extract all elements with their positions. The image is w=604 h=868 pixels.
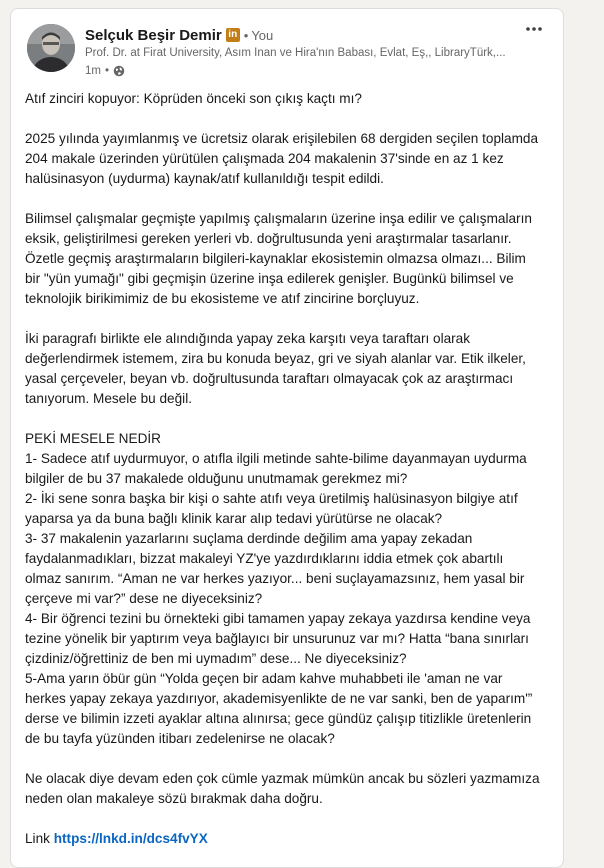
relation-label: You	[251, 27, 274, 43]
paragraph-line: bilgiler de bu 37 makalede olduğunu unutmamak gerekmez mi?	[25, 471, 408, 486]
avatar[interactable]	[27, 24, 75, 72]
paragraph-line: Ne olacak diye devam eden çok cümle yazmak mümkün ancak bu sözleri yazmamıza	[25, 771, 540, 786]
paragraph-line: 4- Bir öğrenci tezini bu örnekteki gibi tamamen yapay zekaya yazdırsa kendine veya	[25, 611, 531, 626]
post-time: 1m	[85, 65, 101, 77]
link-label: Link	[25, 831, 50, 846]
author-name[interactable]: Selçuk Beşir Demir	[85, 26, 222, 44]
post-header	[27, 21, 547, 75]
post-link[interactable]: https://lnkd.in/dcs4fvYX	[53, 831, 208, 846]
paragraph-line: de bu tayfa yüzünden itibarı zedelenirse ne olacak?	[25, 731, 335, 746]
paragraph-line: 2025 yılında yayımlanmış ve ücretsiz olarak erişilebilen 68 dergiden seçilen toplamda	[25, 131, 539, 146]
avatar-photo	[27, 24, 75, 72]
section-heading: PEKİ MESELE NEDİR	[25, 431, 161, 446]
globe-icon	[113, 65, 125, 77]
paragraph-line: derse ve bilimin izzeti ayaklar altına alınırsa; gece gündüz çalışıp titizlikle üretenlerin	[25, 711, 532, 726]
post-body	[25, 89, 555, 849]
ellipsis-icon	[525, 26, 543, 32]
paragraph-line: tezine yönelik bir yaptırım veya bağlayıcı bir unsurunuz var mı? Hatta “bana sınırları	[25, 631, 529, 646]
paragraph-line: neden olan makaleye sözü bırakmak daha doğru.	[25, 791, 323, 806]
paragraph-line: Özetle geçmiş araştırmaların bilgileri-kaynaklar ekosistemin olmazsa olmazı... Bilim	[25, 251, 526, 266]
paragraph-line: 5-Ama yarın öbür gün “Yolda geçen bir adam kahve muhabbeti ile 'aman ne var	[25, 671, 503, 686]
paragraph-line: çerçeve mi var?” dese ne diyeceksiniz?	[25, 591, 263, 606]
paragraph-line: çizdiniz/öğrettiniz de ben mi uymadım” dese... Ne diyeceksiniz?	[25, 651, 407, 666]
meta-separator: •	[104, 65, 110, 77]
paragraph-line: 3- 37 makalenin yazarlarını suçlama derdinde değilim ama yapay zekadan	[25, 531, 473, 546]
paragraph-line: teknolojik birikimimiz de bu ekosisteme ve atıf zincirine borçluyuz.	[25, 291, 420, 306]
post-meta	[85, 65, 125, 77]
link-line	[25, 829, 555, 849]
paragraph-line: eksik, geliştirilmesi gereken yerleri vb. doğrultusunda yeni araştırmalar tasarlanır.	[25, 231, 512, 246]
relation-separator: •	[243, 27, 249, 43]
paragraph-line: olmaz sanırım. “Aman ne var herkes yazıyor... beni suçlayamazsınız, hem yasal bir	[25, 571, 525, 586]
post-title-line: Atıf zinciri kopuyor: Köprüden önceki son çıkış kaçtı mı?	[25, 91, 362, 106]
paragraph-line: İki paragrafı birlikte ele alındığında yapay zeka karşıtı veya taraftarı olarak	[25, 331, 471, 346]
paragraph-line: 2- İki sene sonra başka bir kişi o sahte atıfı veya üretilmiş halüsinasyon bilgiye atıf	[25, 491, 518, 506]
linkedin-premium-icon: in	[226, 28, 240, 42]
paragraph-line: bir "yün yumağı" gibi geçmişin üzerine inşa edilerek genişler. Bugünkü bilimsel ve	[25, 271, 514, 286]
post-card	[10, 8, 564, 868]
paragraph-line: Bilimsel çalışmalar geçmişte yapılmış çalışmaların üzerine inşa edilir ve çalışmaların	[25, 211, 532, 226]
author-line	[85, 26, 273, 44]
paragraph-line: faydalanmadıkları, bizzat makaleyi YZ'ye yazdırdıklarını iddia etmek çok abartılı	[25, 551, 504, 566]
more-options-button[interactable]	[523, 21, 545, 37]
paragraph-line: tanıyorum. Mesele bu değil.	[25, 391, 192, 406]
paragraph-line: yasal çerçeveler, beyan vb. doğrultusunda taraftarı olmayacak çok az araştırmacı	[25, 371, 514, 386]
paragraph-line: halüsinasyon (uydurma) kaynak/atıf kullanıldığı tespit edildi.	[25, 171, 384, 186]
paragraph-line: herkes yapay zekaya yazdırıyor, akademisyenlikte de ne var sanki, ben de yaparım'”	[25, 691, 533, 706]
paragraph-line: 204 makale üzerinden yürütülen çalışmada 204 makalenin 37'sinde en az 1 kez	[25, 151, 504, 166]
paragraph-line: 1- Sadece atıf uydurmuyor, o atıfla ilgili metinde sahte-bilime dayanmayan uydurma	[25, 451, 527, 466]
author-headline: Prof. Dr. at Firat University, Asım İnan ve Hira'nın Babası, Evlat, Eş,, LibraryTürk,...	[85, 47, 506, 59]
paragraph-line: yaparsa ya da buna bağlı klinik karar alıp tedavi yürütürse ne olacak?	[25, 511, 443, 526]
paragraph-line: değerlendirmek istemem, zira bu konuda beyaz, gri ve siyah alanlar var. Etik ilkeler,	[25, 351, 526, 366]
